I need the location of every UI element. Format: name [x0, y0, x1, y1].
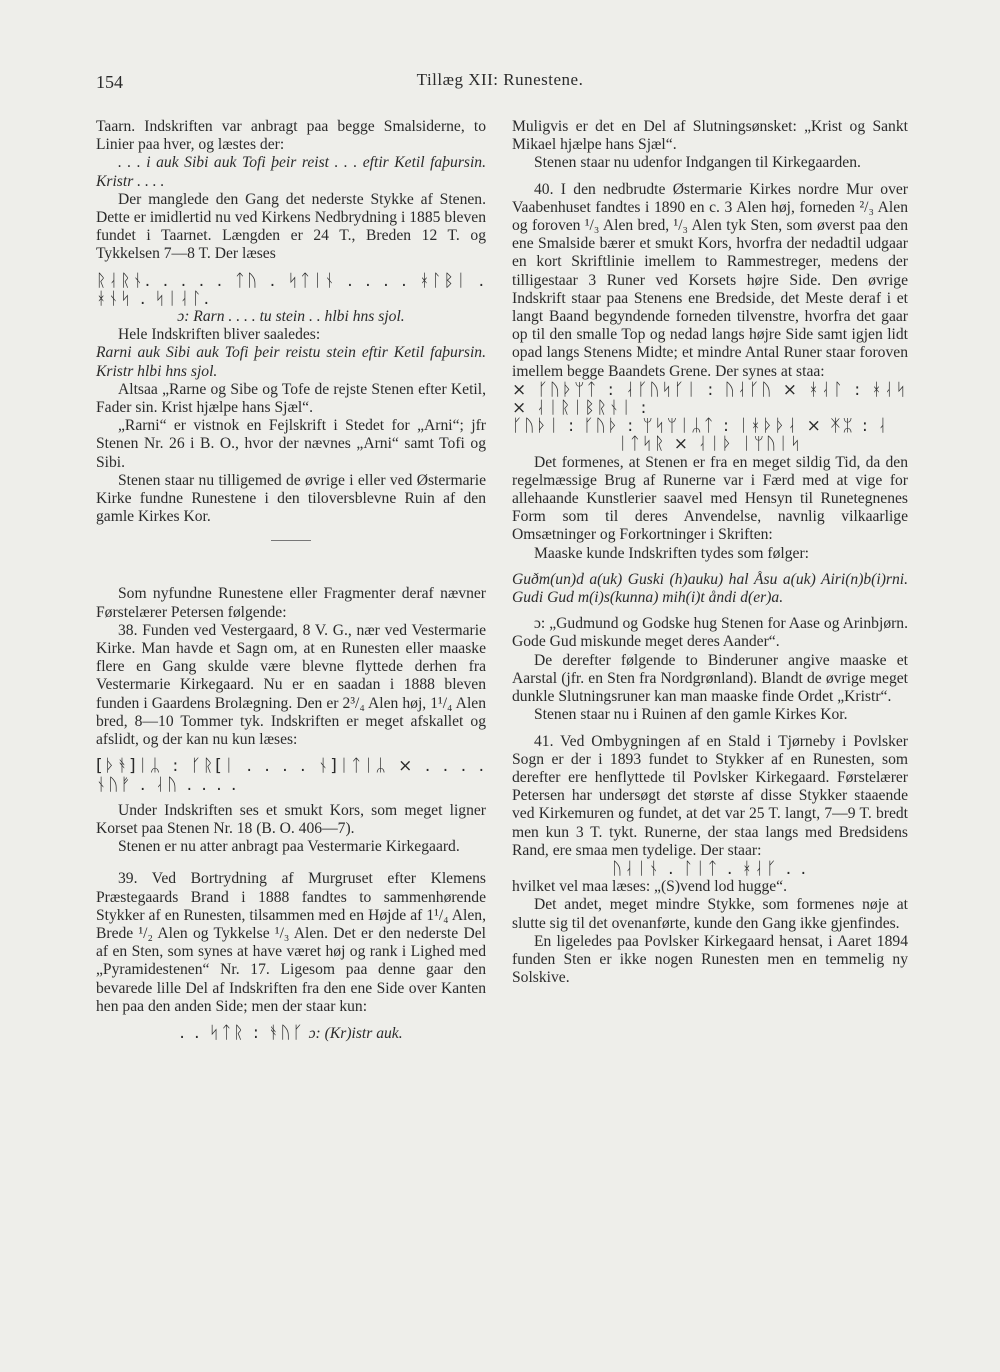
paragraph: Maaske kunde Indskriften tydes som følger: — [534, 544, 809, 562]
paragraph: Det formenes, at Stenen er fra en meget sildig Tid, da den regelmæssige Brug af Runerne var i Færd med at vige for allehaande Kunstlerier saavel med Hensyn til Runetegnenes Form som til deres Anvendelse, navnlig vilkaarlige Omsætninger og Forkortninger i Skriften: — [512, 453, 908, 544]
paragraph: Taarn. Indskriften var anbragt paa begge Smalsiderne, to Linier paa hver, og læstes der: — [96, 118, 486, 154]
paragraph: Som nyfundne Runestene eller Fragmenter deraf nævner Førstelærer Petersen følgende: — [96, 585, 486, 621]
left-column — [96, 118, 486, 1043]
paragraph: Stenen er nu atter anbragt paa Vestermarie Kirkegaard. — [118, 838, 460, 856]
paragraph-item-41: 41. Ved Ombygningen af en Stald i Tjørneby i Povlsker Sogn er der i 1893 fundet to Stykker af en Runesten, som derefter ere henflyttede til Povlsker Kirkegaard. Førstelærer Petersen har undersøgt det største af disse Stykker staaende ved Kirkemuren og fundet, at det var 25 T. langt, 7—9 T. bredt men kun 3 T. tykt. Runerne, der staa langs med Bredsidens Rand, ere smaa men tydelige. Der staar: — [512, 732, 908, 859]
paragraph: hvilket vel maa læses: „(S)vend lod hugge“. — [512, 878, 787, 896]
paragraph: Stenen staar nu i Ruinen af den gamle Kirkes Kor. — [534, 706, 848, 724]
rune-inscription: . . ᛋᛏᚱ : ᚬᚢᚴ — [179, 1022, 305, 1043]
translation: Altsaa „Rarne og Sibe og Tofe de rejste Stenen efter Ketil, Fader sin. Krist hjælpe hans Sjæl“. — [96, 380, 486, 417]
running-title: Tillæg XII: Runestene. — [416, 70, 584, 89]
paragraph: Under Indskriften ses et smukt Kors, som meget ligner Korset paa Stenen Nr. 18 (B. O. 406—7). — [96, 801, 486, 837]
right-column — [512, 118, 908, 987]
paragraph: Hele Indskriften bliver saaledes: — [118, 326, 321, 344]
rune-inscription: ᚱᛆᚱᚾ. . . . . ᛏᚢ . ᛋᛏᛁᚾ . . . . ᚼᛚᛒᛁ . ᚼᚾᛋ . ᛋᛁᛆᛚ. — [96, 270, 486, 309]
paragraph-item-38: 38. Funden ved Vestergaard, 8 V. G., nær ved Vestermarie Kirke. Man havde et Sagn om, at en Runesten eller maaske flere en Gang skulde være blevne flyttede derhen fra Vestermarie Kirkegaard. Nu er en saadan i 1888 bleven funden i Gaardens Brolægning. Den er 2³/₄ Alen høj, 1¹/₄ Alen bred, 8—10 Tommer tyk. Indskriften er meget afskallet og afslidt, og der kan nu kun læses: — [96, 621, 486, 749]
paragraph-item-39: 39. Ved Bortrydning af Murgruset efter Klemens Præstegaards Brand i 1888 fandtes to sammenhørende Stykker af en Runesten, tilsammen med en Højde af 1¹/₄ Alen, Brede ¹/₂ Alen og Tykkelse ¹/₃ Alen. Det er den nederste Del af en Sten, som synes at have været høj og rank i Lighed med „Pyramidestenen“ Nr. 17. Ligesom paa denne gaar den bevarede lille Del af Indskriften fra den ene Side over Kanten hen paa den anden Side; men der staar kun: — [96, 870, 486, 1015]
paragraph: „Rarni“ er vistnok en Fejlskrift i Stedet for „Arni“; jfr Stenen Nr. 26 i B. O., hvor der nævnes „Arni“ samt Tofi og Sibi. — [96, 417, 486, 471]
rune-inscription: ᚴᚢᚦᛁ : ᚴᚢᚦ : ᛘᛋᛘᛁᛦᛏ : ᛁᚼᚦᚦᛆ × ᛡᛯ : ᛆ — [512, 416, 890, 437]
paragraph-item-40: 40. I den nedbrudte Østermarie Kirkes nordre Mur over Vaabenhuset fandtes i 1890 en c. 3 Alen høj, forneden ²/₃ Alen og foroven ¹/₃ Alen bred, ¹/₃ Alen tyk Sten, som øverst paa den ene Smalside bærer et smukt Kors, hvorfra der nedadtil udgaar en kort Skriftlinie imellem to Rammestreger, medens der tilligestaar 3 Runer ved Korsets højre Side. Den øvrige Indskrift staar paa Stenens ene Bredside, det Meste deraf i et langt Baand begyndende forneden tilvenstre, hvorfra det gaar op til den smalle Top og nedad langs højre Side samt igjen lidt opad langs Stenens Midte; et mindre Antal Runer staar foroven imellem begge Baandets Grene. Der synes at staa: — [512, 180, 908, 380]
page-number: 154 — [96, 72, 123, 92]
paragraph: Muligvis er det en Del af Slutningsønsket: „Krist og Sankt Mikael hjælpe hans Sjæl“. — [512, 118, 908, 154]
inscription-reading: . . . i auk Sibi auk Tofi þeir reist . . . eftir Ketil faþursin. Kristr . . . . — [96, 154, 486, 190]
rune-inscription: ᚢᛆᛁᚾ . ᛚᛁᛏ . ᚼᛆᚴ . . — [611, 858, 809, 879]
rune-transliteration: ɔ: Rarn . . . . tu stein . . hlbi hns sjol. — [177, 308, 405, 326]
paragraph: De derefter følgende to Binderuner angive maaske et Aarstal (jfr. en Sten fra Nordgrønland). Blandt de øvrige meget dunkle Slutningsruner kan man maaske finde Ordet „Kristr“. — [512, 651, 908, 706]
paragraph: En ligeledes paa Povlsker Kirkegaard hensat, i Aaret 1894 funden Sten er ikke nogen Runesten men en temmelig ny Solskive. — [512, 932, 908, 987]
rune-inscription: [ᚦᚬ]ᛁᛦ : ᚴᚱ[ᛁ . . . . ᚾ]ᛁᛏᛁᛦ × . . . . ᚾᚢᚠ . ᛆᚢ . . . . — [96, 756, 486, 795]
rune-inscription: × ᚴᚢᚦᛘᛏ : ᛆᚴᚢᛋᚴᛁ : ᚢᛆᚴᚢ × ᚼᛆᛚ : ᚼᛆᛋ × ᛆᛁᚱᛁᛒᚱᚾᛁ : — [512, 379, 908, 419]
rune-inscription: ᛁᛏᛋᚱ × ᛆᛁᚦ ᛁᛘᚢᛁᛋ — [617, 434, 803, 455]
inscription-reading: Rarni auk Sibi auk Tofi þeir reistu stein eftir Ketil faþursin. Kristr hlbi hns sjol. — [96, 344, 486, 380]
inscription-reading: Guðm(un)d a(uk) Guski (h)auku) hal Åsu a(uk) Airi(n)b(i)rni. Gudi Gud m(i)s(kunna) mih(i)t åndi d(er)a. — [512, 570, 908, 607]
translation: ɔ: „Gudmund og Godske hug Stenen for Aase og Arinbjørn. Gode Gud miskunde meget deres Aander“. — [512, 615, 908, 651]
paragraph: Der manglede den Gang det nederste Stykke af Stenen. Dette er imidlertid nu ved Kirkens Nedbrydning i 1885 bleven fundet i Taarnet. Længden er 24 T., Breden 12 T. og Tykkelsen 7—8 T. Der læses — [96, 190, 486, 263]
paragraph: Stenen staar nu udenfor Indgangen til Kirkegaarden. — [534, 154, 861, 172]
rune-transliteration: ɔ: (Kr)istr auk. — [308, 1024, 403, 1042]
paragraph: Det andet, meget mindre Stykke, som formenes nøje at slutte sig til det ovenanførte, kunde den Gang ikke gjenfindes. — [512, 896, 908, 932]
paragraph: Stenen staar nu tilligemed de øvrige i eller ved Østermarie Kirke fundne Runestene i den tiloversblevne Ruin af den gamle Kirkes Kor. — [96, 471, 486, 526]
